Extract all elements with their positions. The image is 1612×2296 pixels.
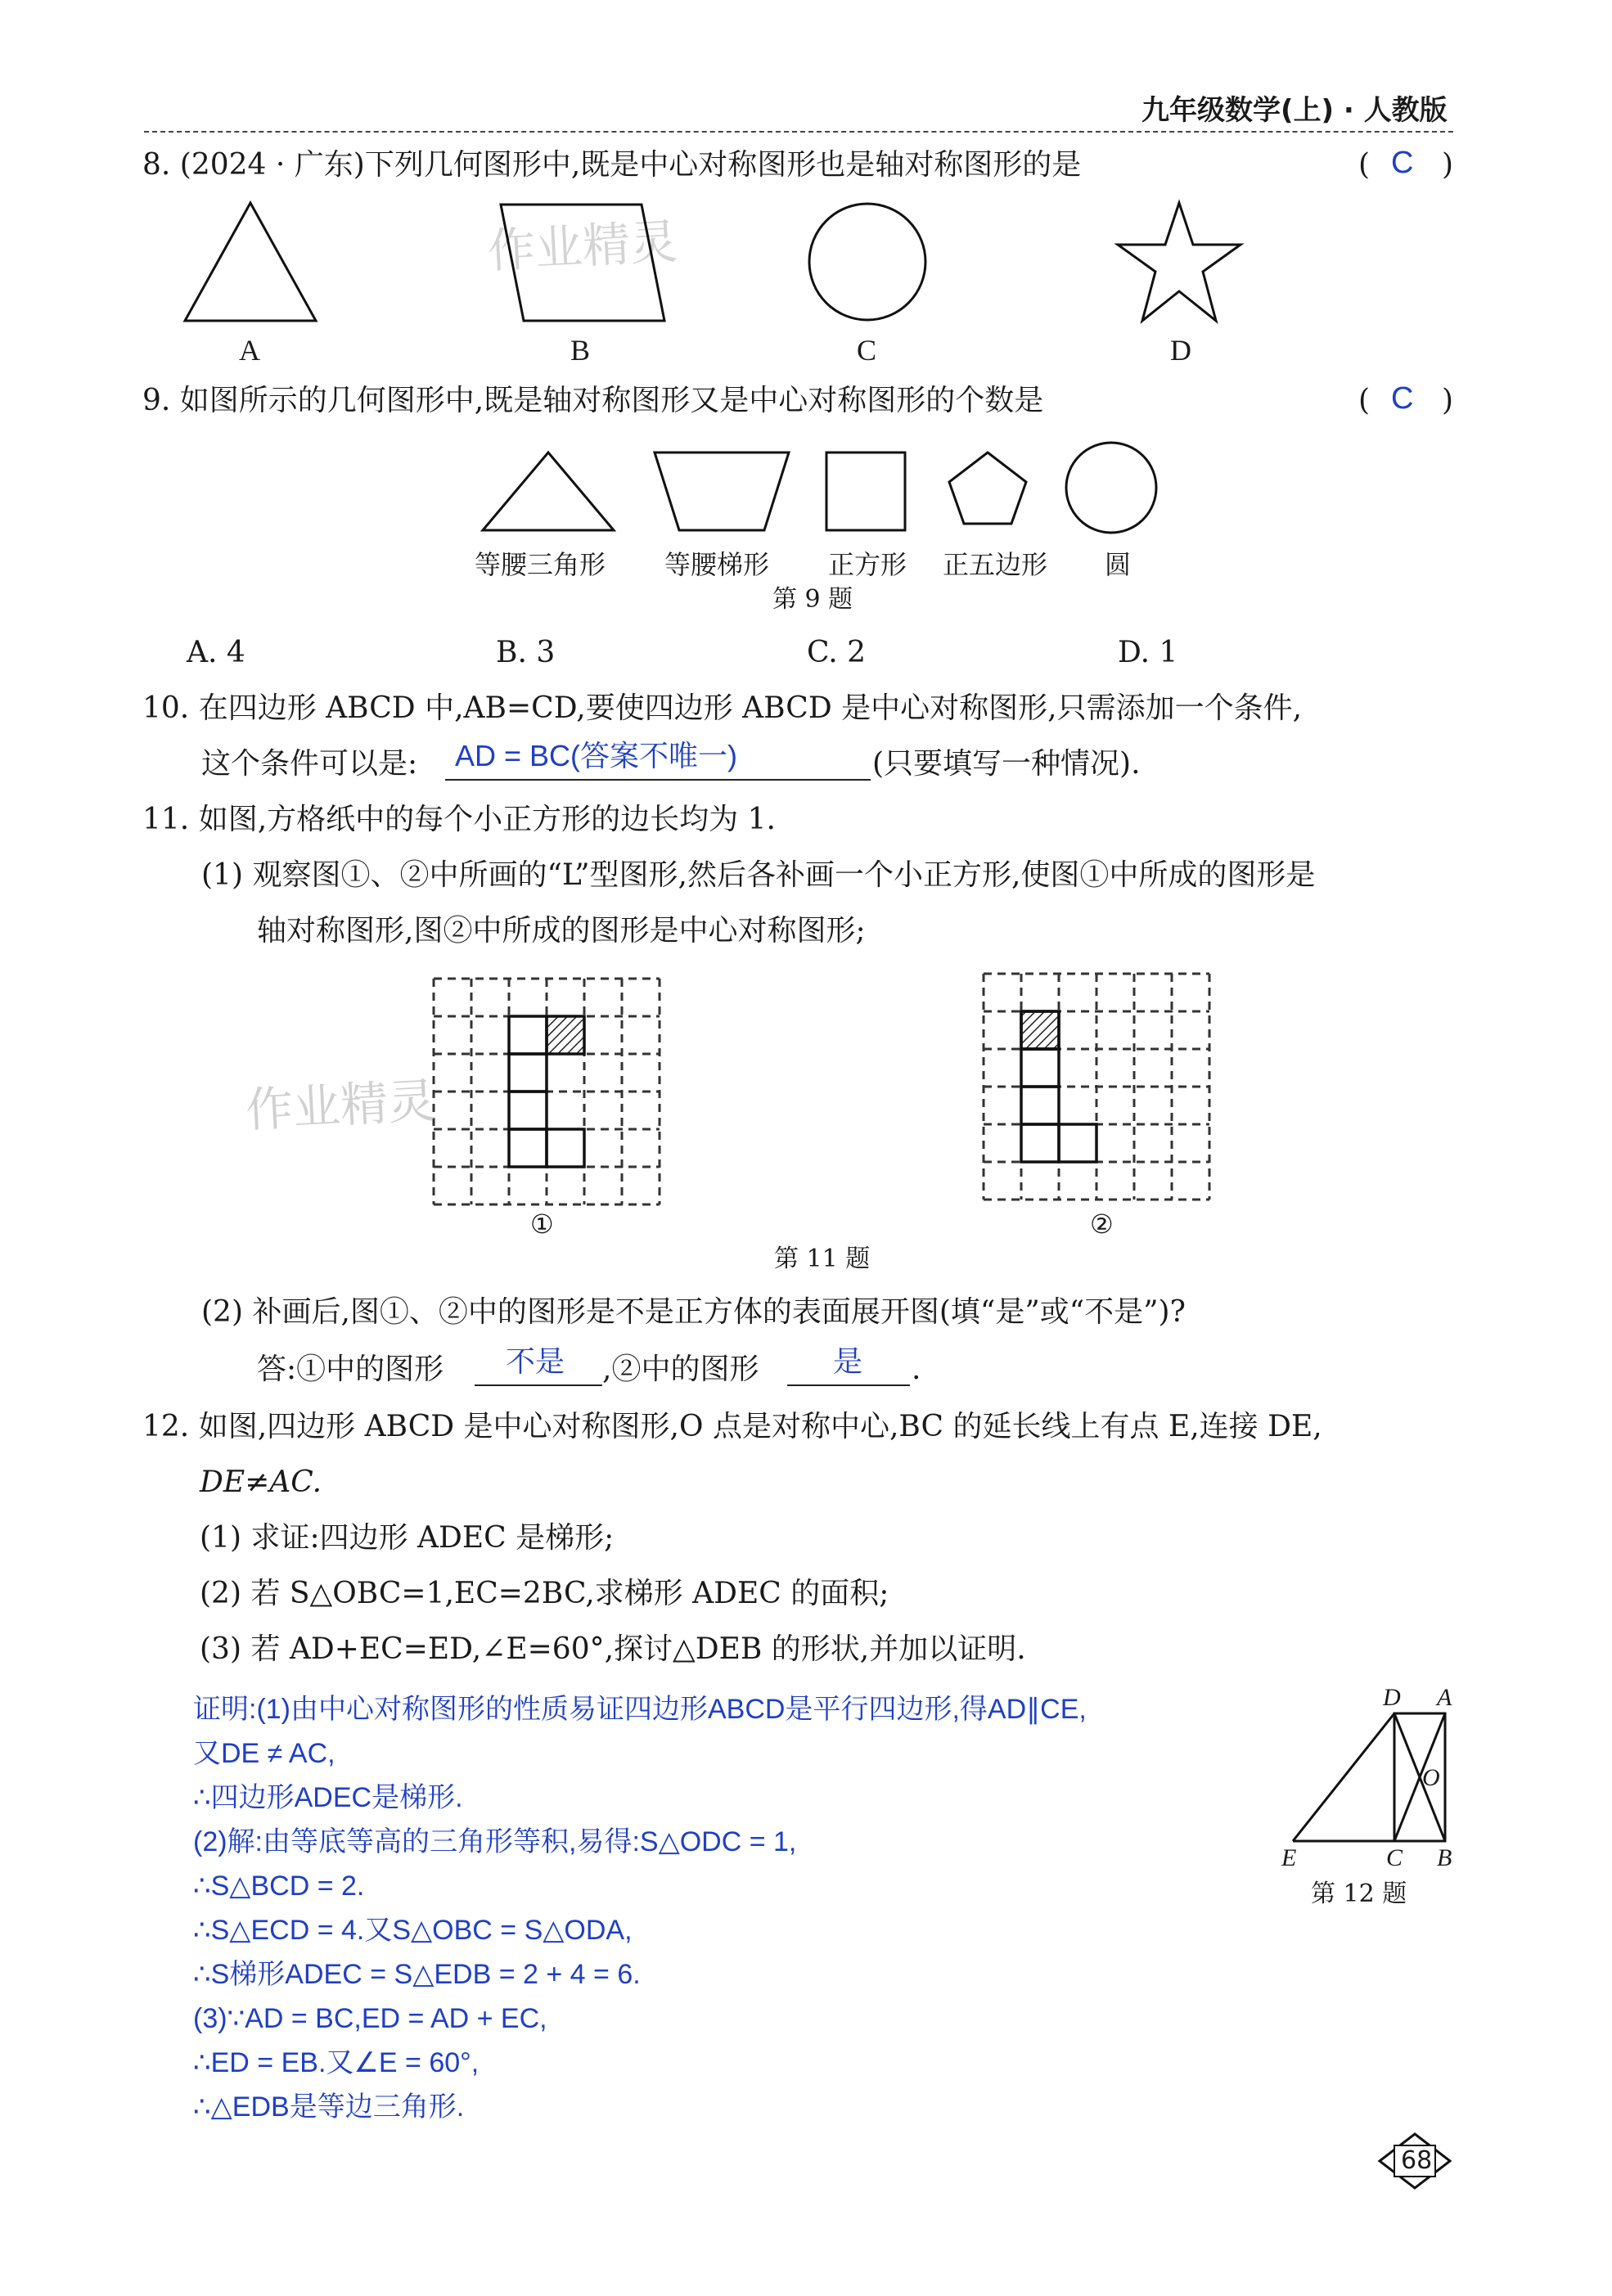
q11-part2: (2) 补画后,图①、②中的图形是不是正方体的表面展开图(填“是”或“不是”)? [201, 1295, 1186, 1329]
q12-line1: 12. 如图,四边形 ABCD 是中心对称图形,O 点是对称中心,BC 的延长线上有点 E,连接 DE, [142, 1410, 1322, 1443]
q12-solution-line-5: ∴S△BCD = 2. [193, 1871, 365, 1902]
q8-paren-close: ) [1442, 148, 1454, 182]
q12-label-e: E [1281, 1844, 1297, 1871]
q8-option-a: A [239, 334, 260, 367]
q12-part2: (2) 若 S△OBC=1,EC=2BC,求梯形 ADEC 的面积; [200, 1577, 889, 1610]
q12-solution-line-10: ∴△EDB是等边三角形. [193, 2091, 465, 2123]
q11-watermark: 作业精灵 [244, 1072, 437, 1139]
q12-solution-line-9: ∴ED = EB.又∠E = 60°, [193, 2047, 480, 2078]
q12-label-b: B [1437, 1844, 1452, 1871]
q12-solution-line-2: 又DE ≠ AC, [193, 1738, 335, 1769]
header-title: 九年级数学(上) · 人教版 [1141, 94, 1448, 127]
q8-option-d: D [1170, 334, 1191, 367]
q9-paren-close: ) [1442, 384, 1454, 417]
q11-part1-line1: (1) 观察图①、②中所画的“L”型图形,然后各补画一个小正方形,使图①中所成的图形是 [201, 858, 1316, 892]
q11-fig1-label: ① [530, 1209, 554, 1240]
q11-fig2-label: ② [1090, 1209, 1114, 1240]
q8-option-b: B [570, 334, 591, 367]
page-number: 68 [1401, 2146, 1433, 2175]
q9-caption: 第 9 题 [772, 585, 853, 614]
q8-watermark: 作业精灵 [486, 213, 679, 280]
q12-solution-line-4: (2)解:由等底等高的三角形等积,易得:S△ODC = 1, [193, 1826, 797, 1857]
q9-choice-b: B. 3 [496, 636, 556, 669]
q10-answer: AD = BC(答案不唯一) [455, 739, 738, 772]
q10-line2-prefix: 这个条件可以是: [201, 747, 418, 781]
q12-label-d: D [1383, 1684, 1401, 1711]
q11-ans-end: . [912, 1353, 921, 1386]
q12-solution-line-1: 证明:(1)由中心对称图形的性质易证四边形ABCD是平行四边形,得AD∥CE, [193, 1694, 1087, 1725]
q12-solution-line-8: (3)∵AD = BC,ED = AD + EC, [193, 2003, 547, 2034]
q11-ans-prefix: 答:①中的图形 [257, 1353, 444, 1386]
q9-label-trapezoid: 等腰梯形 [664, 549, 770, 580]
q9-answer: C [1391, 381, 1414, 416]
q11-part1-line2: 轴对称图形,图②中所成的图形是中心对称图形; [257, 914, 866, 948]
q8-paren-open: ( [1358, 148, 1371, 182]
q12-solution-line-3: ∴四边形ADEC是梯形. [193, 1782, 463, 1813]
q9-label-circle: 圆 [1105, 549, 1132, 580]
q12-label-c: C [1386, 1844, 1403, 1871]
q9-label-triangle: 等腰三角形 [475, 549, 606, 580]
q10-line1: 10. 在四边形 ABCD 中,AB=CD,要使四边形 ABCD 是中心对称图形,只需添加一个条件, [142, 691, 1303, 725]
q12-part1: (1) 求证:四边形 ADEC 是梯形; [200, 1521, 615, 1555]
q12-caption: 第 12 题 [1311, 1880, 1407, 1908]
q10-line2-suffix: (只要填写一种情况). [872, 747, 1141, 781]
q9-text: 9. 如图所示的几何图形中,既是轴对称图形又是中心对称图形的个数是 [142, 384, 1044, 417]
q12-label-a: A [1437, 1684, 1452, 1711]
q12-solution-line-6: ∴S△ECD = 4.又S△OBC = S△ODA, [193, 1915, 633, 1946]
q12-solution-line-7: ∴S梯形ADEC = S△EDB = 2 + 4 = 6. [193, 1959, 641, 1990]
q11-intro: 11. 如图,方格纸中的每个小正方形的边长均为 1. [142, 803, 776, 836]
q9-label-square: 正方形 [828, 549, 907, 580]
q12-line-de [1293, 1713, 1394, 1841]
q12-part3: (3) 若 AD+EC=ED,∠E=60°,探讨△DEB 的形状,并加以证明. [200, 1632, 1026, 1666]
q11-ans-mid: ,②中的图形 [602, 1353, 759, 1386]
q11-answer-2: 是 [833, 1344, 863, 1378]
q11-answer-1: 不是 [506, 1344, 565, 1378]
q9-choice-a: A. 4 [187, 636, 245, 669]
q9-label-pentagon: 正五边形 [943, 549, 1048, 580]
q9-choice-c: C. 2 [807, 636, 867, 669]
q9-choice-d: D. 1 [1118, 636, 1178, 669]
q9-paren-open: ( [1358, 384, 1371, 417]
q8-answer: C [1391, 146, 1414, 180]
q8-option-c: C [857, 334, 877, 367]
q11-caption: 第 11 题 [774, 1245, 871, 1273]
q12-line2: DE≠AC. [200, 1465, 322, 1499]
q8-text: 8. (2024 · 广东)下列几何图形中,既是中心对称图形也是轴对称图形的是 [142, 148, 1082, 182]
q12-label-o: O [1422, 1764, 1440, 1791]
